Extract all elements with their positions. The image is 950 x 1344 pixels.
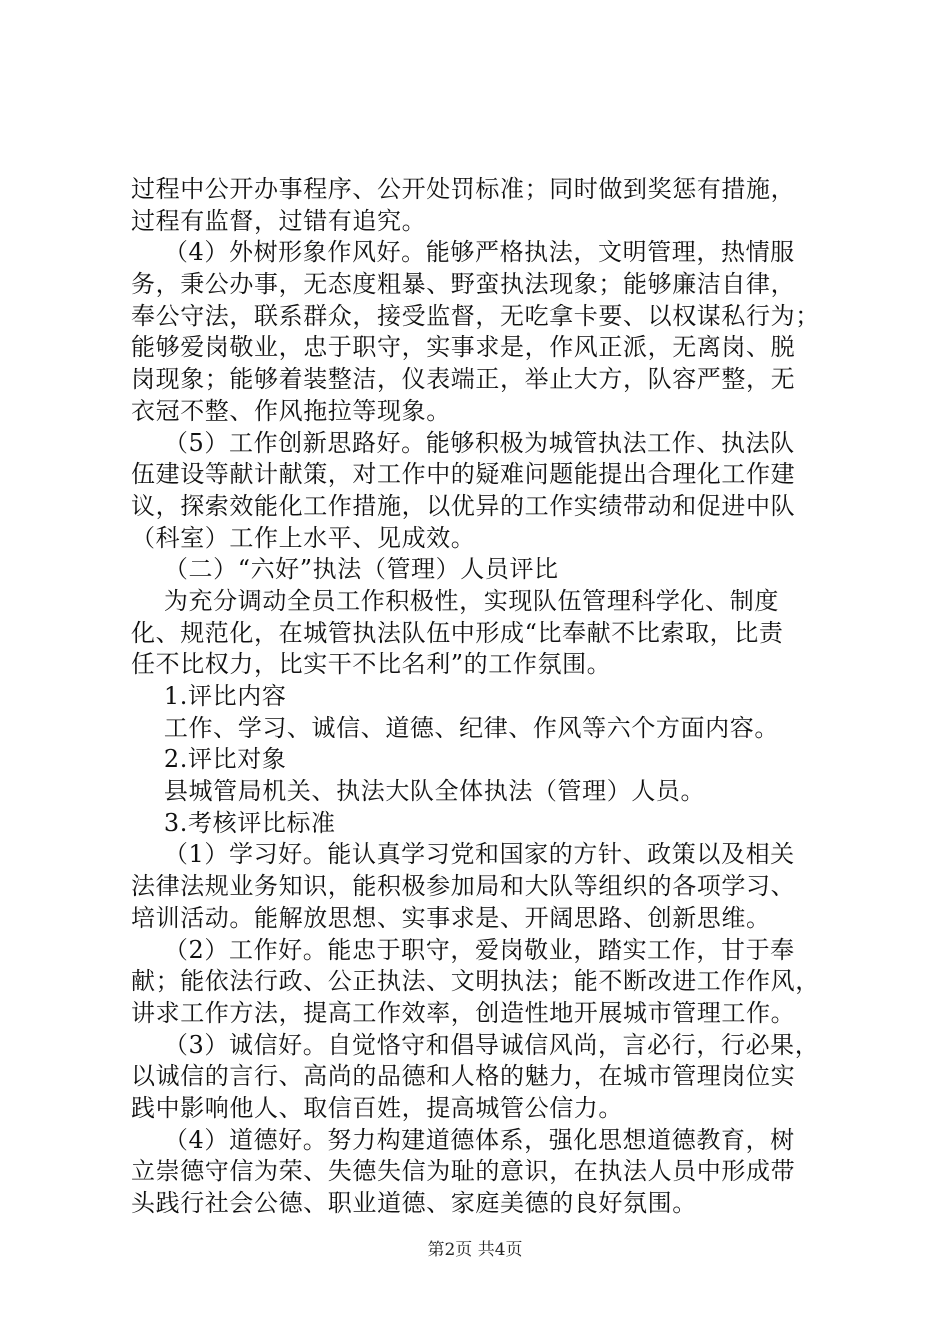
text-line: 讲求工作方法，提高工作效率，创造性地开展城市管理工作。 [131,998,796,1027]
page-number: 第2页 共4页 [427,1240,523,1260]
text-line: 县城管局机关、执法大队全体执法（管理）人员。 [131,777,706,806]
document-body [131,174,851,1220]
text-line: （2）工作好。能忠于职守，爱岗敬业，踏实工作，甘于奉 [131,935,795,964]
text-line: 任不比权力，比实干不比名利”的工作氛围。 [131,650,612,679]
text-line: 议，探索效能化工作措施，以优异的工作实绩带动和促进中队 [131,491,796,520]
text-line: （3）诚信好。自觉恪守和倡导诚信风尚，言必行，行必果， [131,1030,820,1059]
text-line: 衣冠不整、作风拖拉等现象。 [131,396,451,425]
text-line: 奉公守法，联系群众，接受监督，无吃拿卡要、以权谋私行为； [131,301,820,330]
text-line: （4）外树形象作风好。能够严格执法，文明管理，热情服 [131,238,795,267]
text-line: 岗现象；能够着装整洁，仪表端正，举止大方，队容严整，无 [131,365,796,394]
text-line: 过程中公开办事程序、公开处罚标准；同时做到奖惩有措施， [131,175,796,203]
subsection-heading: 1.评比内容 [131,682,287,710]
text-line: （1）学习好。能认真学习党和国家的方针、政策以及相关 [131,840,795,869]
text-line: （4）道德好。努力构建道德体系，强化思想道德教育，树 [131,1125,795,1154]
section-heading: （二）“六好”执法（管理）人员评比 [131,555,559,584]
text-line: 以诚信的言行、高尚的品德和人格的魅力，在城市管理岗位实 [131,1062,796,1091]
text-line: （5）工作创新思路好。能够积极为城管执法工作、执法队 [131,428,795,457]
subsection-heading: 2.评比对象 [131,745,287,774]
text-line: 头践行社会公德、职业道德、家庭美德的良好氛围。 [131,1189,697,1217]
text-line: 立崇德守信为荣、失德失信为耻的意识，在执法人员中形成带 [131,1157,796,1186]
text-line: 法律法规业务知识，能积极参加局和大队等组织的各项学习、 [131,872,796,901]
text-line: 务，秉公办事，无态度粗暴、野蛮执法现象；能够廉洁自律， [131,270,796,299]
text-line: 践中影响他人、取信百姓，提高城管公信力。 [131,1093,623,1122]
text-line: 献；能依法行政、公正执法、文明执法；能不断改进工作作风， [131,967,820,996]
text-line: 工作、学习、诚信、道德、纪律、作风等六个方面内容。 [131,713,779,742]
subsection-heading: 3.考核评比标准 [131,808,336,837]
text-line: 培训活动。能解放思想、实事求是、开阔思路、创新思维。 [131,903,771,932]
text-line: 过程有监督，过错有追究。 [131,206,427,235]
text-line: 能够爱岗敬业，忠于职守，实事求是，作风正派，无离岗、脱 [131,333,796,362]
text-line: 为充分调动全员工作积极性，实现队伍管理科学化、制度 [131,586,779,615]
text-line: 伍建设等献计献策，对工作中的疑难问题能提出合理化工作建 [131,460,796,489]
text-line: （科室）工作上水平、见成效。 [131,523,476,552]
text-line: 化、规范化，在城管执法队伍中形成“比奉献不比索取，比责 [131,618,784,647]
